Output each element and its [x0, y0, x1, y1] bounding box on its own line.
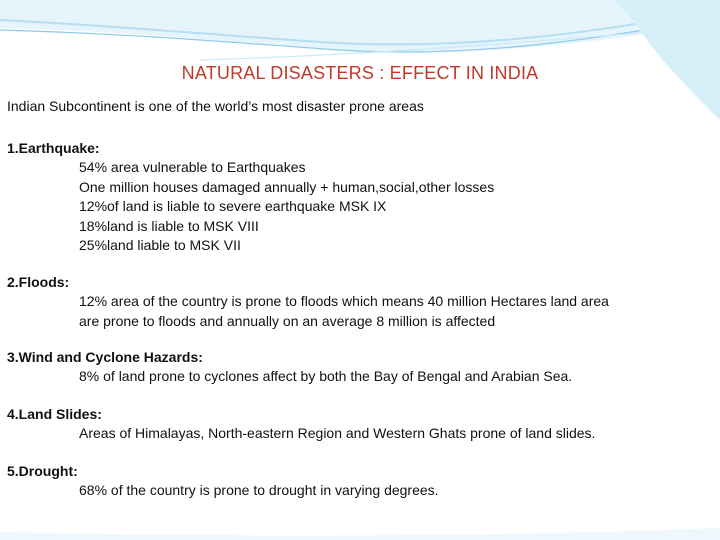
wave-bottom-band: [0, 528, 720, 540]
section-heading: 3.Wind and Cyclone Hazards:: [7, 349, 203, 365]
section-heading: 1.Earthquake:: [7, 140, 100, 156]
intro-text: Indian Subcontinent is one of the world’s most disaster prone areas: [7, 98, 424, 114]
section-line: 12% area of the country is prone to floods which means 40 million Hectares land area: [79, 293, 609, 309]
section-line: One million houses damaged annually + human,social,other losses: [79, 178, 495, 195]
section-land-slides: [7, 404, 595, 444]
section-line: 8% of land prone to cyclones affect by both the Bay of Bengal and Arabian Sea.: [79, 368, 573, 384]
section-line: Areas of Himalayas, North-eastern Region and Western Ghats prone of land slides.: [79, 425, 596, 441]
section-heading: 4.Land Slides:: [7, 406, 102, 422]
section-line: 12%of land is liable to severe earthquake MSK IX: [79, 198, 387, 214]
section-line: 25%land liable to MSK VII: [79, 237, 241, 253]
section-line: 18%land is liable to MSK VIII: [79, 217, 259, 234]
section-floods: [7, 272, 609, 331]
slide-title: NATURAL DISASTERS : EFFECT IN INDIA: [181, 63, 539, 83]
section-heading: 5.Drought:: [7, 463, 78, 479]
section-wind-cyclone: [7, 347, 572, 387]
section-line: 54% area vulnerable to Earthquakes: [79, 159, 306, 175]
section-line: are prone to floods and annually on an average 8 million is affected: [79, 312, 496, 329]
section-heading: 2.Floods:: [7, 274, 70, 290]
section-earthquake: [7, 138, 494, 256]
section-drought: [7, 461, 439, 501]
section-line: 68% of the country is prone to drought in varying degrees.: [79, 482, 439, 498]
